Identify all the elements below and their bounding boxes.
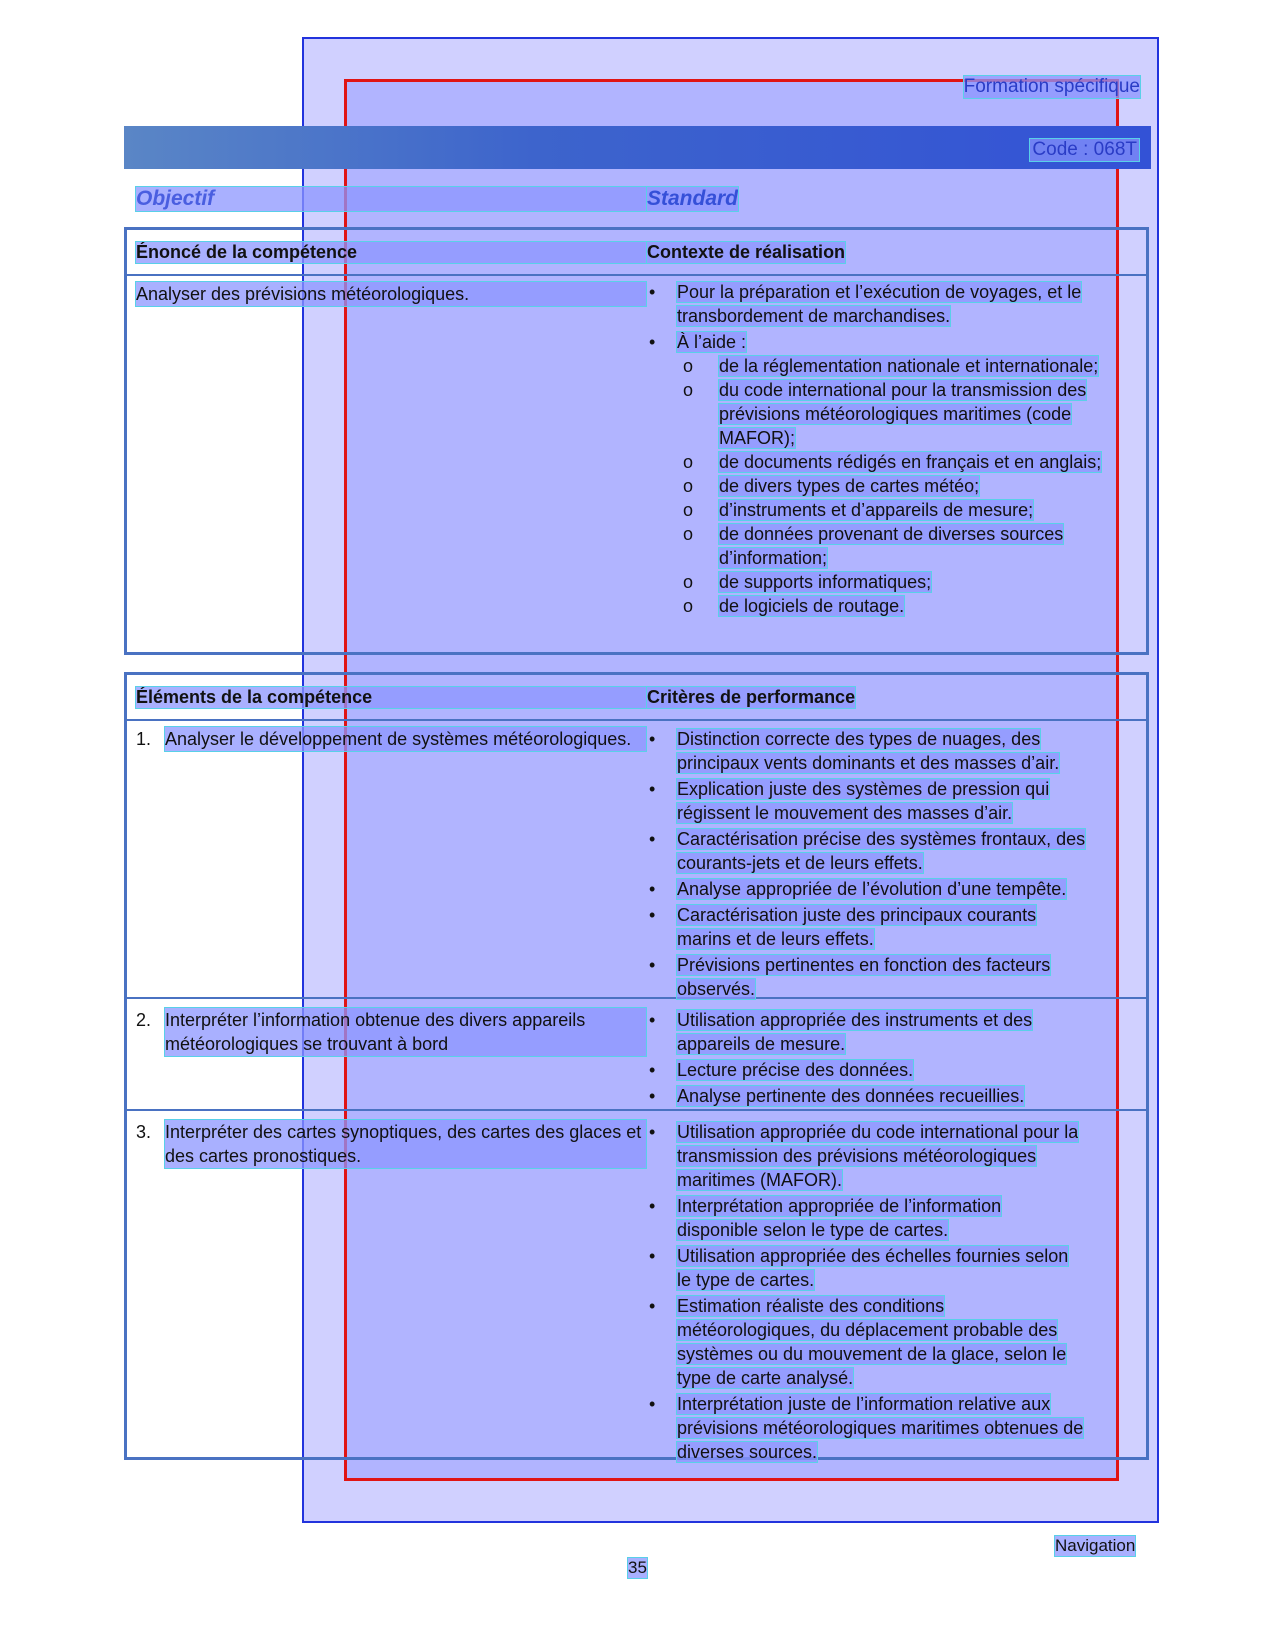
- elements-header: Éléments de la compétence: [136, 687, 646, 708]
- criteria-text: Explication juste des systèmes de pression qui régissent le mouvement des masses d’air.: [677, 779, 1050, 823]
- context-text: Pour la préparation et l’exécution de voyages, et le transbordement de marchandises.: [677, 282, 1082, 326]
- criteres-header: Critères de performance: [647, 687, 856, 707]
- context-subitem: [677, 450, 1133, 474]
- criteria-text: Estimation réaliste des conditions météorologiques, du déplacement probable des systèmes ou du mouvement de la glace, selon le type de carte analysé.: [677, 1296, 1067, 1388]
- criteria-text: Utilisation appropriée du code international pour la transmission des prévisions météorologiques maritimes (MAFOR).: [677, 1122, 1079, 1190]
- sub-bullet-marker: o: [683, 476, 694, 496]
- context-subitem: [677, 474, 1133, 498]
- context-subitem: [677, 570, 1133, 594]
- criteria-text: Interprétation appropriée de l’information disponible selon le type de cartes.: [677, 1196, 1002, 1240]
- criteria-text: Prévisions pertinentes en fonction des facteurs observés.: [677, 955, 1051, 999]
- criteria-item: [647, 777, 1087, 825]
- context-subitem: [677, 378, 1133, 450]
- bullet-marker: •: [649, 905, 656, 925]
- bullet-marker: •: [649, 1394, 656, 1414]
- criteria-item: [647, 1084, 1087, 1108]
- context-subitem: [677, 594, 1133, 618]
- bullet-marker: •: [649, 955, 656, 975]
- bullet-marker: •: [649, 1060, 656, 1080]
- criteria-item: [647, 1194, 1087, 1242]
- context-subtext: de logiciels de routage.: [719, 596, 905, 616]
- bullet-marker: •: [649, 1086, 656, 1106]
- competence-table: [124, 227, 1149, 655]
- context-list: [647, 280, 1133, 620]
- context-subitem: [677, 354, 1133, 378]
- criteria-item: [647, 877, 1087, 901]
- context-subtext: de divers types de cartes météo;: [719, 476, 980, 496]
- criteria-item: [647, 903, 1087, 951]
- criteria-item: [647, 1008, 1087, 1056]
- context-item: [647, 330, 1133, 618]
- criteria-item: [647, 827, 1087, 875]
- context-subtext: de données provenant de diverses sources d’information;: [719, 524, 1064, 568]
- criteria-text: Analyse pertinente des données recueillies.: [677, 1086, 1025, 1106]
- criteria-list: [647, 727, 1087, 1003]
- sub-bullet-marker: o: [683, 524, 694, 544]
- sub-bullet-marker: o: [683, 596, 694, 616]
- navigation-link[interactable]: Navigation: [1055, 1536, 1136, 1555]
- criteria-list: [647, 1120, 1087, 1466]
- criteria-item: [647, 1120, 1087, 1192]
- context-subtext: du code international pour la transmission des prévisions météorologiques maritimes (code MAFOR);: [719, 380, 1087, 448]
- context-subitem: [677, 498, 1133, 522]
- context-sublist: [677, 354, 1133, 618]
- bullet-marker: •: [649, 829, 656, 849]
- criteria-text: Utilisation appropriée des instruments et des appareils de mesure.: [677, 1010, 1033, 1054]
- bullet-marker: •: [649, 1010, 656, 1030]
- bullet-marker: •: [649, 1246, 656, 1266]
- context-text: À l’aide :: [677, 332, 747, 352]
- sub-bullet-marker: o: [683, 380, 694, 400]
- criteria-text: Lecture précise des données.: [677, 1060, 914, 1080]
- element-description: Analyser le développement de systèmes météorologiques.: [165, 727, 646, 751]
- criteria-item: [647, 1058, 1087, 1082]
- header-band: [124, 126, 1151, 169]
- criteria-text: Caractérisation précise des systèmes frontaux, des courants-jets et de leurs effets.: [677, 829, 1086, 873]
- competence-statement: Analyser des prévisions météorologiques.: [136, 282, 646, 306]
- bullet-marker: •: [649, 1196, 656, 1216]
- bullet-marker: •: [649, 332, 656, 352]
- criteria-item: [647, 1244, 1087, 1292]
- criteria-item: [647, 1294, 1087, 1390]
- page-header-title: Formation spécifique: [963, 76, 1140, 97]
- enonce-header: Énoncé de la compétence: [136, 242, 646, 263]
- sub-bullet-marker: o: [683, 500, 694, 520]
- contexte-header: Contexte de réalisation: [647, 242, 846, 262]
- sub-bullet-marker: o: [683, 356, 694, 376]
- bullet-marker: •: [649, 779, 656, 799]
- context-subtext: d’instruments et d’appareils de mesure;: [719, 500, 1034, 520]
- page-number: 35: [628, 1558, 647, 1577]
- criteria-list: [647, 1008, 1087, 1110]
- elements-table: [124, 672, 1149, 1460]
- standard-heading: Standard: [647, 187, 739, 210]
- element-number: 2.: [136, 1010, 152, 1030]
- criteria-text: Utilisation appropriée des échelles fournies selon le type de cartes.: [677, 1246, 1069, 1290]
- element-description: Interpréter des cartes synoptiques, des cartes des glaces et des cartes pronostiques.: [165, 1120, 646, 1168]
- bullet-marker: •: [649, 282, 656, 302]
- criteria-text: Analyse appropriée de l’évolution d’une tempête.: [677, 879, 1067, 899]
- bullet-marker: •: [649, 729, 656, 749]
- element-number: 1.: [136, 729, 152, 749]
- objectif-heading: Objectif: [136, 187, 646, 211]
- element-text: [136, 1120, 646, 1168]
- bullet-marker: •: [649, 1296, 656, 1316]
- element-number: 3.: [136, 1122, 152, 1142]
- sub-bullet-marker: o: [683, 452, 694, 472]
- criteria-text: Distinction correcte des types de nuages, des principaux vents dominants et des masses d’air.: [677, 729, 1060, 773]
- context-subtext: de la réglementation nationale et internationale;: [719, 356, 1099, 376]
- context-item: [647, 280, 1133, 328]
- criteria-item: [647, 953, 1087, 1001]
- criteria-text: Interprétation juste de l’information relative aux prévisions météorologiques maritimes obtenues de diverses sources.: [677, 1394, 1084, 1462]
- criteria-item: [647, 727, 1087, 775]
- element-description: Interpréter l’information obtenue des divers appareils météorologiques se trouvant à bord: [165, 1008, 646, 1056]
- element-text: [136, 1008, 646, 1056]
- criteria-item: [647, 1392, 1087, 1464]
- criteria-text: Caractérisation juste des principaux courants marins et de leurs effets.: [677, 905, 1037, 949]
- bullet-marker: •: [649, 1122, 656, 1142]
- sub-bullet-marker: o: [683, 572, 694, 592]
- bullet-marker: •: [649, 879, 656, 899]
- competency-code: Code : 068T: [1032, 139, 1137, 160]
- context-subtext: de documents rédigés en français et en anglais;: [719, 452, 1102, 472]
- element-text: [136, 727, 646, 751]
- context-subitem: [677, 522, 1133, 570]
- context-subtext: de supports informatiques;: [719, 572, 932, 592]
